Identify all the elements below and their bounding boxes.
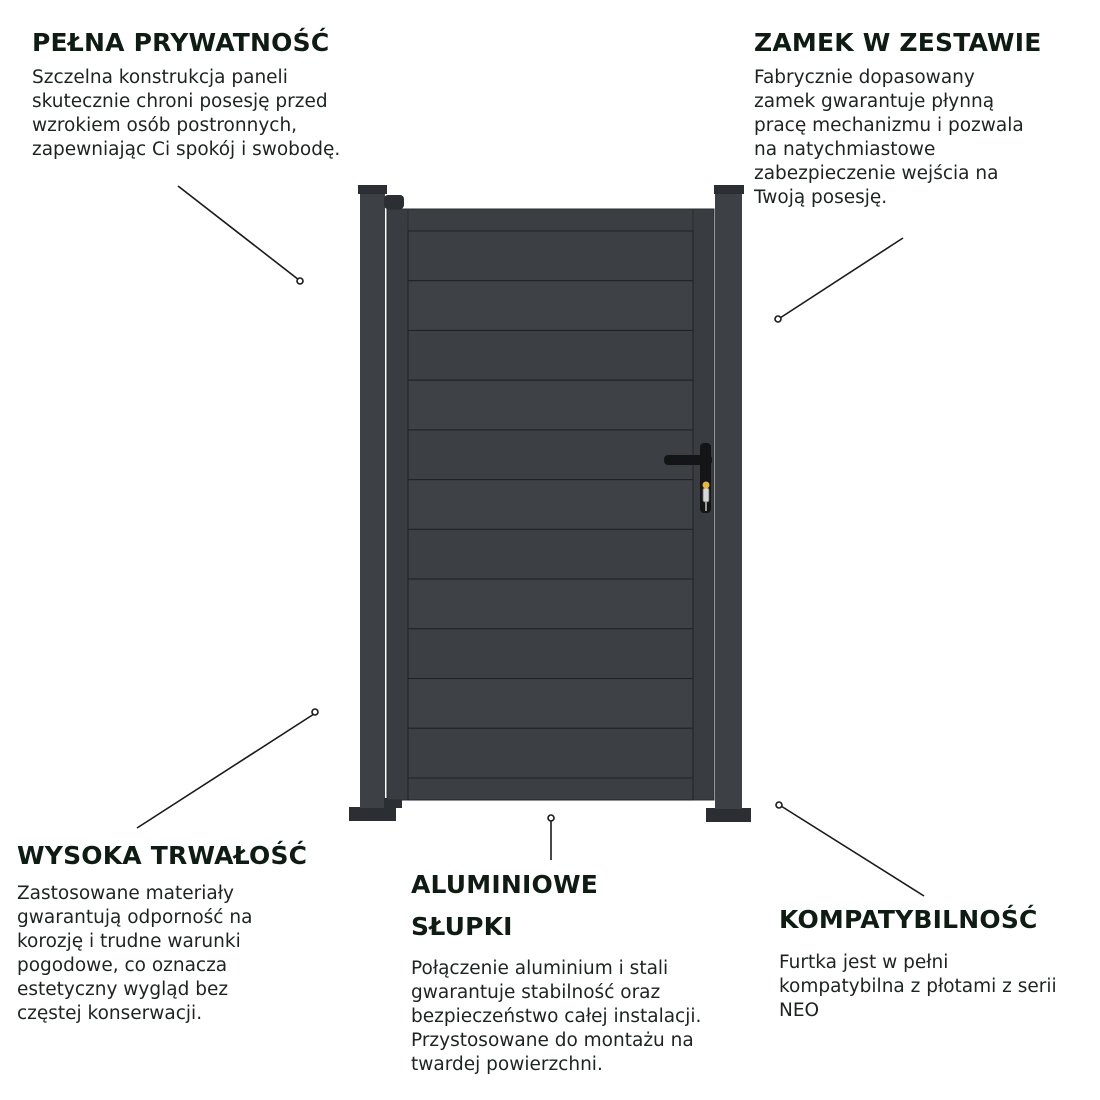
left-post [360, 193, 385, 808]
gate-slats [408, 231, 693, 800]
gate-slat [408, 529, 693, 579]
gate-frame-bottom-rail [408, 778, 693, 800]
leader-line-durability [137, 714, 314, 828]
left-post-base [349, 807, 396, 821]
leader-dot-privacy [297, 278, 303, 284]
gate-slat [408, 480, 693, 530]
right-post-cap [714, 185, 744, 194]
gate-slat [408, 579, 693, 629]
leader-line-privacy [178, 186, 299, 280]
gate-frame-top-rail [408, 209, 693, 231]
feature-durability-text: Zastosowane materiały gwarantują odporność na korozję i trudne warunki pogodowe, co oznacza estetyczny wygląd bez częstej konserwacji. [17, 883, 253, 1024]
feature-privacy-text: Szczelna konstrukcja paneli skutecznie chroni posesję przed wzrokiem osób postronnych, zapewniając Ci spokój i swobodę. [32, 67, 341, 160]
right-post-base [706, 808, 751, 822]
gate-slat [408, 231, 693, 281]
gate-slat [408, 330, 693, 380]
leader-dot-durability [312, 709, 318, 715]
gate-slat [408, 430, 693, 480]
feature-privacy-title: PEŁNA PRYWATNOŚĆ [32, 28, 330, 57]
feature-posts [411, 864, 771, 1077]
feature-compat-title: KOMPATYBILNOŚĆ [779, 905, 1038, 934]
gate-slat [408, 281, 693, 331]
feature-durability [17, 834, 347, 1026]
feature-posts-title: ALUMINIOWE SŁUPKI [411, 870, 598, 941]
leader-dot-compat [776, 802, 782, 808]
leader-dot-posts [548, 815, 554, 821]
door-handle [664, 455, 712, 465]
gate-illustration [349, 185, 751, 822]
gate-slat [408, 380, 693, 430]
feature-lock [754, 21, 1094, 210]
feature-posts-text: Połączenie aluminium i stali gwarantuje stabilność oraz bezpieczeństwo całej instalacji. Przystosowane do montażu na twardej powierzchni. [411, 958, 702, 1075]
feature-lock-text: Fabrycznie dopasowany zamek gwarantuje płynną pracę mechanizmu i pozwala na natychmiastowe zabezpieczenie wejścia na Twoją posesję. [754, 67, 1024, 208]
gate-slat [408, 679, 693, 729]
right-post [715, 193, 742, 809]
feature-durability-title: WYSOKA TRWAŁOŚĆ [17, 841, 308, 870]
gate-slat [408, 728, 693, 778]
left-post-cap [358, 185, 387, 194]
left-hinge-top [384, 195, 404, 209]
leader-dot-lock [775, 316, 781, 322]
leader-line-lock [780, 238, 903, 318]
gate-frame-left-stile [387, 209, 408, 800]
feature-compat-text: Furtka jest w pełni kompatybilna z płotami z serii NEO [779, 952, 1057, 1021]
gate-slat [408, 629, 693, 679]
feature-compat [779, 898, 1094, 1023]
feature-lock-title: ZAMEK W ZESTAWIE [754, 28, 1042, 57]
feature-privacy [32, 21, 412, 162]
leader-line-compat [781, 806, 924, 896]
